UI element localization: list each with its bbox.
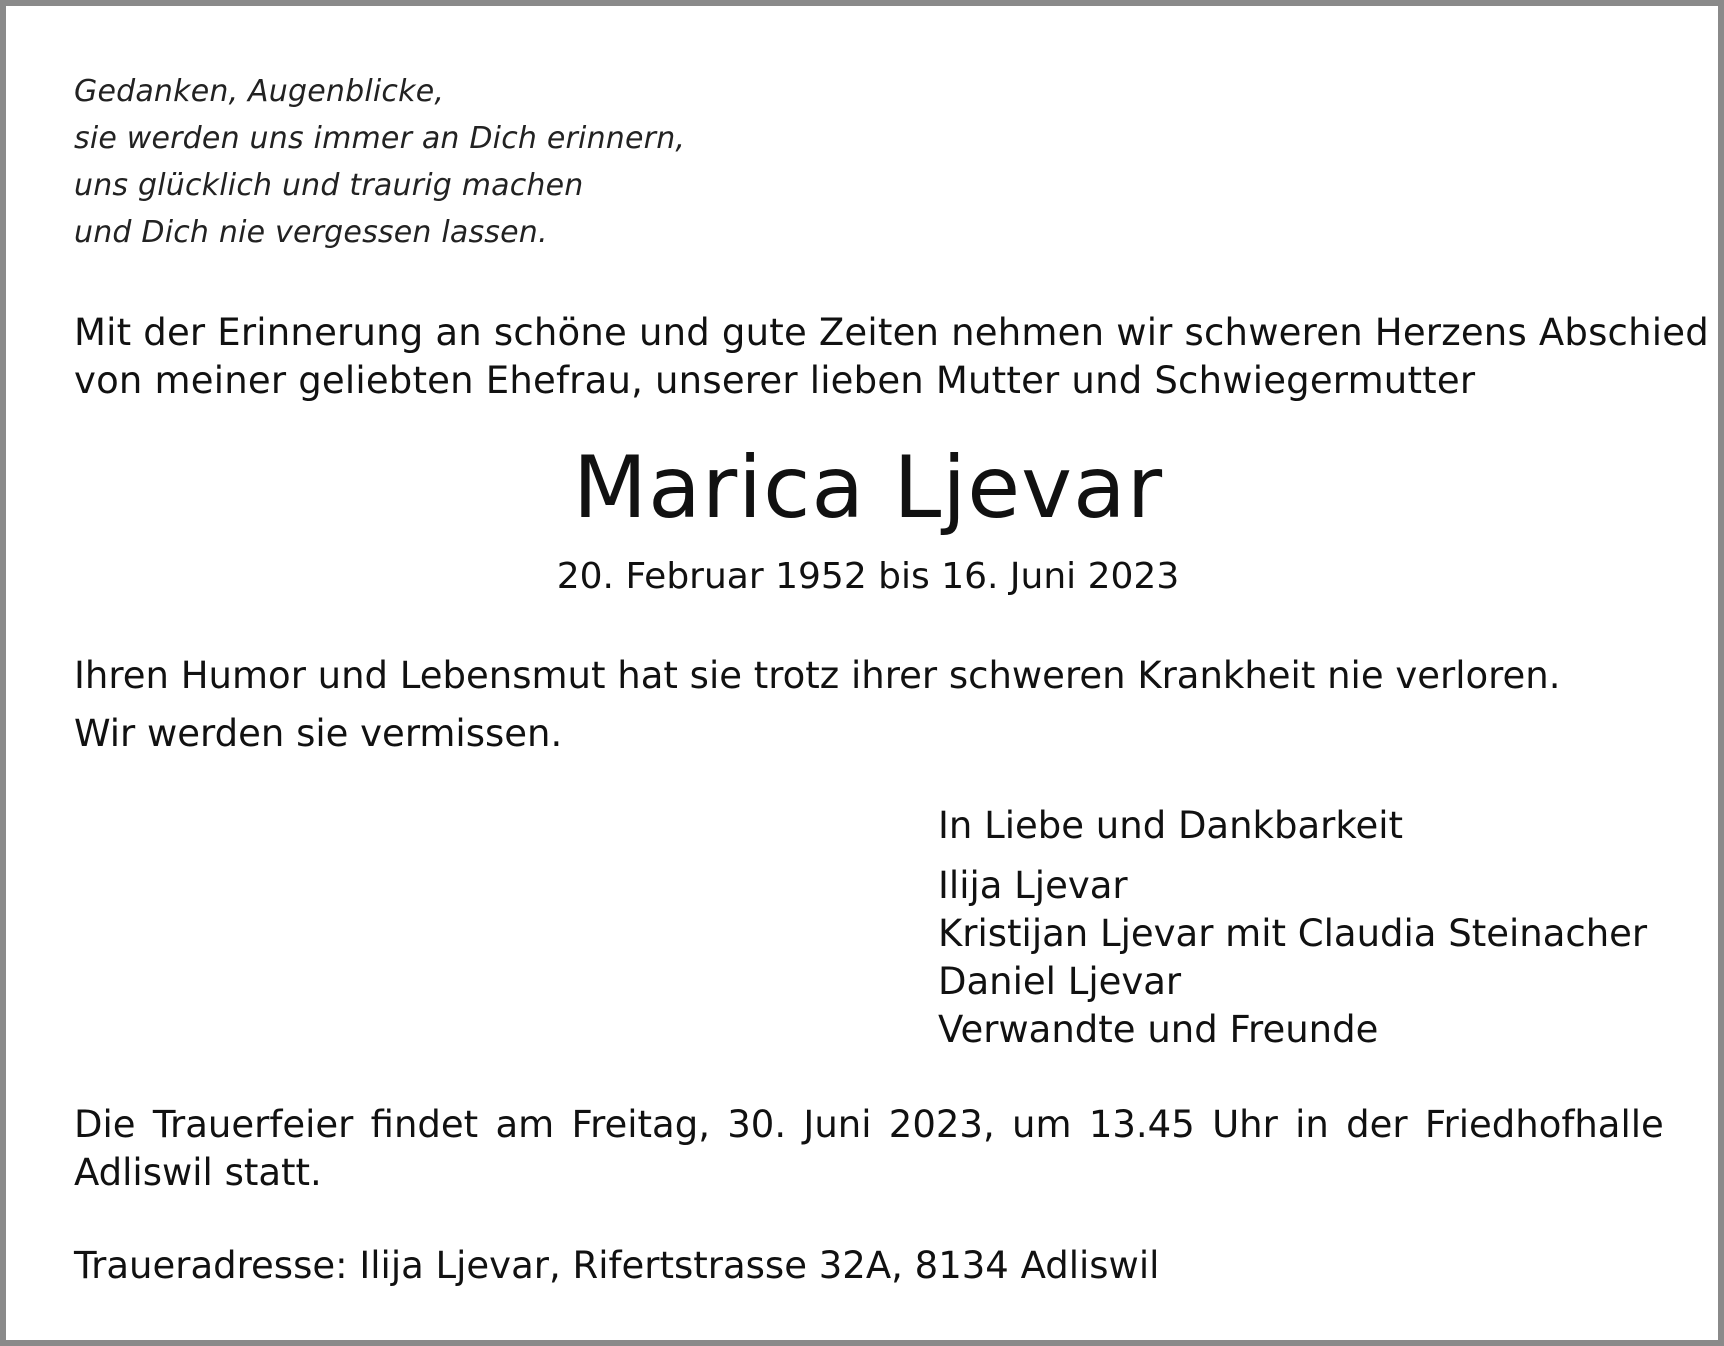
service-word: Die bbox=[74, 1103, 136, 1146]
deceased-name: Marica Ljevar bbox=[572, 438, 1164, 538]
service-word: Freitag, bbox=[571, 1103, 710, 1146]
service-word: um bbox=[1012, 1103, 1072, 1146]
service-word: Juni bbox=[803, 1103, 872, 1146]
service-word: der bbox=[1346, 1103, 1408, 1146]
intro-line: Mit der Erinnerung an schöne und gute Zeiten nehmen wir schweren Herzens Abschied bbox=[74, 311, 1709, 354]
intro-line: von meiner geliebten Ehefrau, unserer lieben Mutter und Schwiegermutter bbox=[74, 359, 1476, 402]
intro-paragraph bbox=[74, 309, 1709, 405]
poem-line: Gedanken, Augenblicke, bbox=[74, 74, 445, 109]
service-word: 13.45 bbox=[1088, 1103, 1195, 1146]
funeral-service-info bbox=[74, 1101, 1664, 1197]
service-word: in bbox=[1295, 1103, 1329, 1146]
service-word: findet bbox=[370, 1103, 479, 1146]
poem-line: uns glücklich und traurig machen bbox=[74, 168, 584, 203]
service-word: 30. bbox=[727, 1103, 787, 1146]
service-word: Uhr bbox=[1212, 1103, 1278, 1146]
mourner-name: Daniel Ljevar bbox=[938, 960, 1182, 1003]
poem bbox=[74, 68, 685, 256]
service-word: 2023, bbox=[888, 1103, 995, 1146]
signoff-block bbox=[938, 802, 1647, 1054]
service-line: Adliswil statt. bbox=[74, 1151, 322, 1194]
signoff-lead: In Liebe und Dankbarkeit bbox=[938, 804, 1404, 847]
service-word: Trauerfeier bbox=[152, 1103, 354, 1146]
message-line: Wir werden sie vermissen. bbox=[74, 712, 563, 755]
message-paragraph bbox=[74, 647, 1561, 763]
service-word: Friedhofhalle bbox=[1424, 1103, 1664, 1146]
life-dates: 20. Februar 1952 bis 16. Juni 2023 bbox=[556, 556, 1180, 597]
service-line-justified bbox=[74, 1101, 1664, 1149]
mourner-name: Ilija Ljevar bbox=[938, 864, 1128, 907]
message-line: Ihren Humor und Lebensmut hat sie trotz ihrer schweren Krankheit nie verloren. bbox=[74, 654, 1561, 697]
poem-line: und Dich nie vergessen lassen. bbox=[74, 215, 548, 250]
mourners-list bbox=[938, 862, 1647, 1054]
mourner-name: Verwandte und Freunde bbox=[938, 1008, 1379, 1051]
poem-line: sie werden uns immer an Dich erinnern, bbox=[74, 121, 686, 156]
mourning-address: Traueradresse: Ilija Ljevar, Rifertstrasse 32A, 8134 Adliswil bbox=[74, 1244, 1160, 1287]
service-word: am bbox=[495, 1103, 555, 1146]
mourner-name: Kristijan Ljevar mit Claudia Steinacher bbox=[938, 912, 1648, 955]
